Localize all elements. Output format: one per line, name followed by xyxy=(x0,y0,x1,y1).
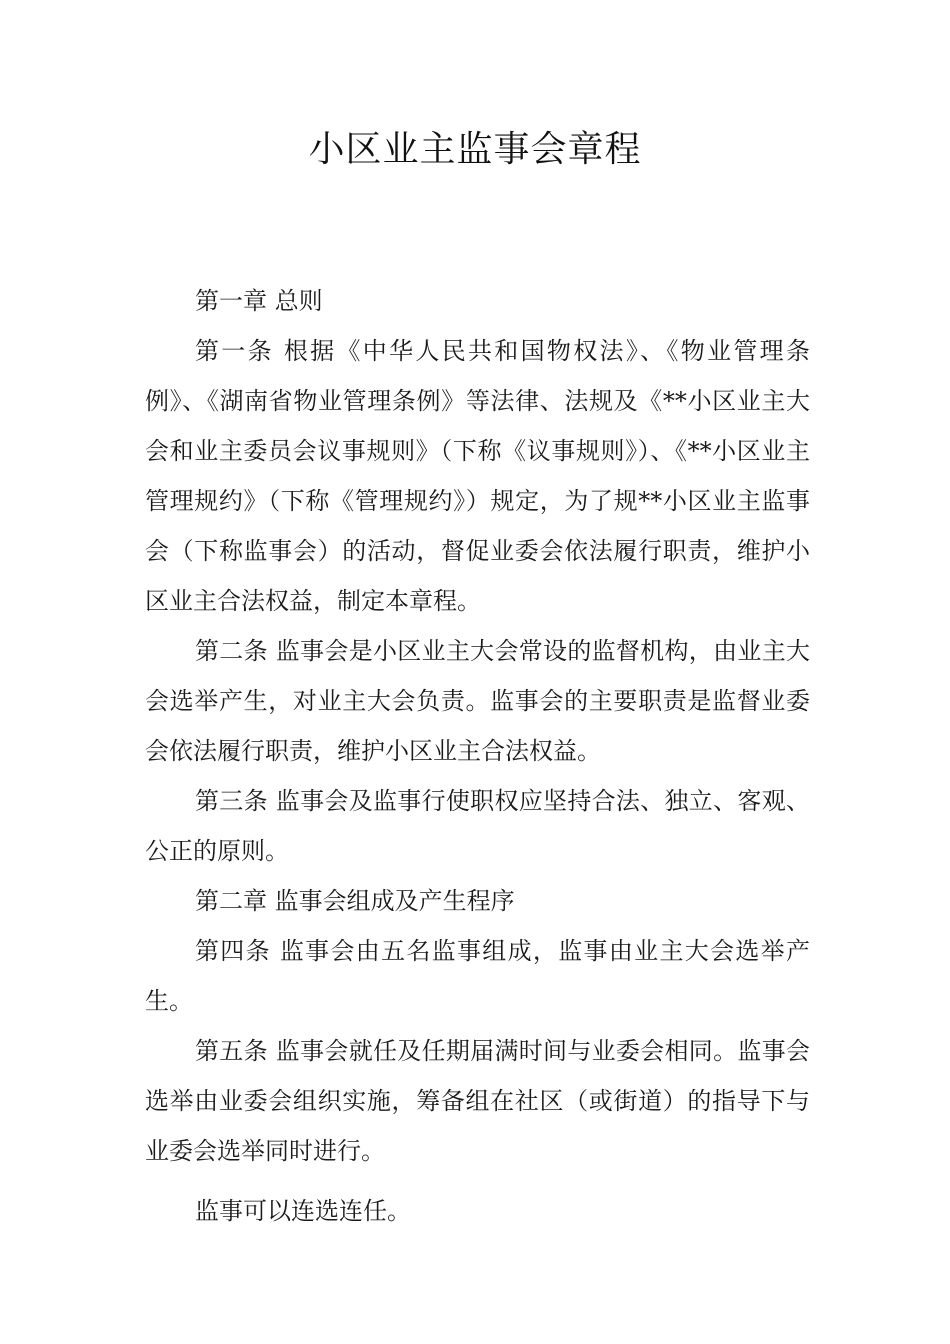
document-title: 小区业主监事会章程 xyxy=(308,129,642,170)
article-paragraph: 第二条 监事会是小区业主大会常设的监督机构，由业主大会选举产生，对业主大会负责。监事会的主要职责是监督业委会依法履行职责，维护小区业主合法权益。 xyxy=(145,637,810,765)
article-paragraph: 第五条 监事会就任及任期届满时间与业委会相同。监事会选举由业委会组织实施，筹备组在社区（或街道）的指导下与业委会选举同时进行。 xyxy=(145,1037,810,1165)
article-paragraph: 第三条 监事会及监事行使职权应坚持合法、独立、客观、公正的原则。 xyxy=(145,787,810,865)
article-paragraph: 第四条 监事会由五名监事组成，监事由业主大会选举产生。 xyxy=(145,937,810,1015)
chapter-heading: 第二章 监事会组成及产生程序 xyxy=(195,887,515,915)
article-paragraph: 监事可以连选连任。 xyxy=(195,1197,411,1225)
article-paragraph: 第一条 根据《中华人民共和国物权法》、《物业管理条例》、《湖南省物业管理条例》等法律、法规及《**小区业主大会和业主委员会议事规则》（下称《议事规则》）、《**小区业主管理规约》（下称《管理规约》）规定，为了规**小区业主监事会（下称监事会）的活动，督促业委会依法履行职责，维护小区业主合法权益，制定本章程。 xyxy=(145,337,810,615)
chapter-heading: 第一章 总则 xyxy=(195,287,323,315)
document-body xyxy=(145,276,810,1236)
